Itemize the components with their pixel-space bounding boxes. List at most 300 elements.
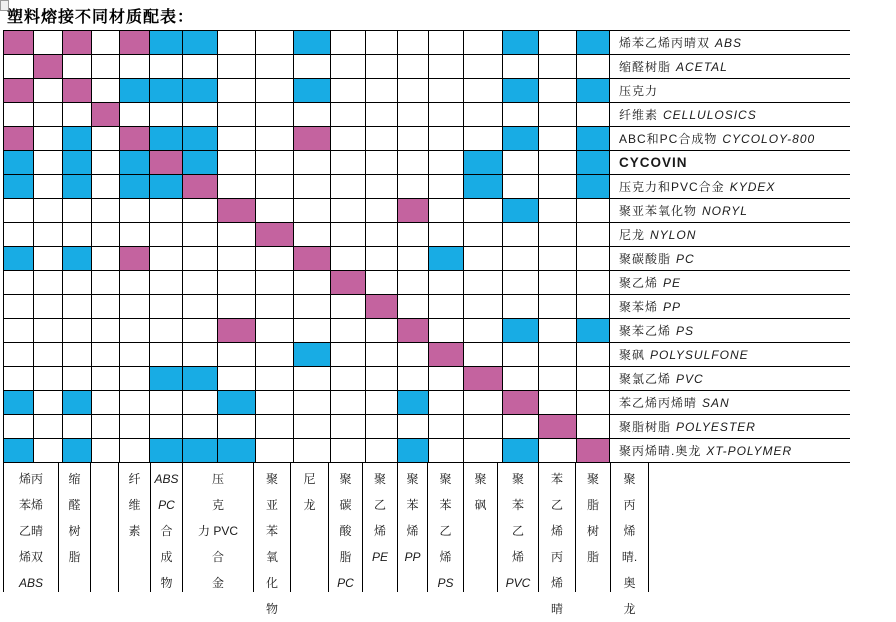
grid-cell-r3-c3 xyxy=(63,79,92,103)
grid-cell-r7-c15 xyxy=(464,175,503,199)
grid-cell-r4-c14 xyxy=(429,103,464,127)
grid-cell-r14-c11 xyxy=(331,343,366,367)
grid-cell-r12-c6 xyxy=(150,295,183,319)
grid-cell-r11-c1 xyxy=(4,271,34,295)
column-label-line: 晴. xyxy=(621,550,638,564)
grid-cell-r6-c17 xyxy=(539,151,577,175)
grid-cell-r5-c10 xyxy=(294,127,331,151)
column-label-line: 力 PVC xyxy=(197,524,238,538)
grid-cell-r10-c13 xyxy=(398,247,429,271)
row-label-zh: 压克力 xyxy=(619,84,659,98)
column-label-line: 合 xyxy=(160,524,173,538)
grid-cell-r1-c16 xyxy=(503,31,539,55)
grid-cell-r1-c15 xyxy=(464,31,503,55)
grid-cell-r17-c5 xyxy=(120,415,150,439)
grid-cell-r1-c14 xyxy=(429,31,464,55)
grid-cell-r14-c4 xyxy=(92,343,120,367)
column-label-10 xyxy=(362,462,397,592)
footer-end-border xyxy=(648,462,649,592)
column-label-line: 化 xyxy=(265,576,278,590)
grid-cell-r6-c13 xyxy=(398,151,429,175)
row-label-zh: 聚丙烯晴.奥龙 xyxy=(619,444,702,458)
grid-cell-r13-c14 xyxy=(429,319,464,343)
row-label-11 xyxy=(610,271,850,295)
grid-cell-r9-c16 xyxy=(503,223,539,247)
grid-cell-r6-c16 xyxy=(503,151,539,175)
grid-cell-r4-c7 xyxy=(183,103,218,127)
grid-cell-r18-c14 xyxy=(429,439,464,463)
grid-cell-r5-c4 xyxy=(92,127,120,151)
row-label-10 xyxy=(610,247,850,271)
grid-cell-r6-c3 xyxy=(63,151,92,175)
column-label-line: 聚 xyxy=(265,472,278,486)
grid-cell-r18-c15 xyxy=(464,439,503,463)
grid-cell-r3-c15 xyxy=(464,79,503,103)
grid-cell-r13-c10 xyxy=(294,319,331,343)
grid-cell-r7-c16 xyxy=(503,175,539,199)
grid-cell-r2-c9 xyxy=(256,55,294,79)
grid-cell-r10-c2 xyxy=(34,247,63,271)
grid-cell-r7-c9 xyxy=(256,175,294,199)
column-label-line: 烯 xyxy=(373,524,386,538)
column-label-line: 醛 xyxy=(68,498,81,512)
column-label-line: 乙晴 xyxy=(18,524,43,538)
grid-cell-r9-c15 xyxy=(464,223,503,247)
grid-cell-r6-c12 xyxy=(366,151,398,175)
grid-cell-r16-c9 xyxy=(256,391,294,415)
grid-cell-r6-c11 xyxy=(331,151,366,175)
grid-cell-r8-c15 xyxy=(464,199,503,223)
column-label-17 xyxy=(610,462,648,616)
grid-cell-r15-c16 xyxy=(503,367,539,391)
grid-cell-r17-c7 xyxy=(183,415,218,439)
grid-cell-r5-c7 xyxy=(183,127,218,151)
grid-cell-r1-c13 xyxy=(398,31,429,55)
grid-cell-r10-c5 xyxy=(120,247,150,271)
grid-cell-r3-c1 xyxy=(4,79,34,103)
grid-cell-r6-c9 xyxy=(256,151,294,175)
grid-cell-r16-c2 xyxy=(34,391,63,415)
grid-cell-r11-c13 xyxy=(398,271,429,295)
grid-cell-r15-c4 xyxy=(92,367,120,391)
row-label-en: POLYSULFONE xyxy=(650,347,749,362)
grid-cell-r15-c2 xyxy=(34,367,63,391)
grid-cell-r13-c13 xyxy=(398,319,429,343)
column-label-line: 苯烯 xyxy=(18,498,43,512)
row-label-zh: 尼龙 xyxy=(619,228,646,242)
column-label-line: 氧 xyxy=(265,550,278,564)
grid-cell-r14-c6 xyxy=(150,343,183,367)
grid-cell-r17-c10 xyxy=(294,415,331,439)
grid-cell-r3-c4 xyxy=(92,79,120,103)
grid-cell-r11-c5 xyxy=(120,271,150,295)
row-label-en: SAN xyxy=(702,395,730,410)
grid-cell-r17-c17 xyxy=(539,415,577,439)
grid-cell-r15-c8 xyxy=(218,367,256,391)
grid-cell-r8-c3 xyxy=(63,199,92,223)
grid-cell-r16-c10 xyxy=(294,391,331,415)
grid-cell-r13-c4 xyxy=(92,319,120,343)
column-label-line: 烯 xyxy=(439,550,452,564)
grid-cell-r2-c17 xyxy=(539,55,577,79)
grid-cell-r3-c11 xyxy=(331,79,366,103)
grid-cell-r4-c4 xyxy=(92,103,120,127)
grid-cell-r4-c3 xyxy=(63,103,92,127)
grid-cell-r14-c9 xyxy=(256,343,294,367)
grid-cell-r9-c8 xyxy=(218,223,256,247)
row-label-en: CYCOVIN xyxy=(619,155,688,170)
row-label-en: PE xyxy=(663,275,682,290)
grid-cell-r18-c5 xyxy=(120,439,150,463)
grid-cell-r14-c18 xyxy=(577,343,610,367)
grid-cell-r18-c3 xyxy=(63,439,92,463)
grid-cell-r11-c10 xyxy=(294,271,331,295)
column-label-1 xyxy=(3,462,58,592)
grid-cell-r11-c11 xyxy=(331,271,366,295)
grid-cell-r3-c7 xyxy=(183,79,218,103)
grid-cell-r18-c2 xyxy=(34,439,63,463)
column-label-line: 聚 xyxy=(373,472,386,486)
grid-cell-r5-c15 xyxy=(464,127,503,151)
column-label-line: 克 xyxy=(211,498,224,512)
grid-cell-r1-c2 xyxy=(34,31,63,55)
column-label-line: 晴 xyxy=(550,602,563,616)
grid-cell-r1-c12 xyxy=(366,31,398,55)
grid-cell-r12-c8 xyxy=(218,295,256,319)
column-label-line: 聚 xyxy=(439,472,452,486)
grid-cell-r5-c9 xyxy=(256,127,294,151)
grid-cell-r2-c14 xyxy=(429,55,464,79)
grid-cell-r12-c12 xyxy=(366,295,398,319)
grid-cell-r4-c10 xyxy=(294,103,331,127)
grid-cell-r13-c8 xyxy=(218,319,256,343)
grid-cell-r15-c13 xyxy=(398,367,429,391)
grid-cell-r6-c7 xyxy=(183,151,218,175)
grid-cell-r3-c13 xyxy=(398,79,429,103)
column-label-line: 聚 xyxy=(623,472,636,486)
column-label-line: 亚 xyxy=(265,498,278,512)
grid-cell-r1-c3 xyxy=(63,31,92,55)
grid-cell-r12-c9 xyxy=(256,295,294,319)
row-label-1 xyxy=(610,31,850,55)
grid-cell-r11-c8 xyxy=(218,271,256,295)
grid-cell-r13-c7 xyxy=(183,319,218,343)
column-label-line: ABS xyxy=(18,576,43,590)
grid-cell-r17-c2 xyxy=(34,415,63,439)
column-label-line: 烯 xyxy=(550,524,563,538)
column-label-line: 树 xyxy=(586,524,599,538)
grid-cell-r9-c4 xyxy=(92,223,120,247)
row-label-en: NORYL xyxy=(702,203,748,218)
grid-cell-r14-c13 xyxy=(398,343,429,367)
column-label-line: 乙 xyxy=(550,498,563,512)
grid-cell-r10-c1 xyxy=(4,247,34,271)
grid-cell-r3-c9 xyxy=(256,79,294,103)
grid-cell-r14-c14 xyxy=(429,343,464,367)
column-label-line: 纤 xyxy=(128,472,141,486)
column-label-7 xyxy=(253,462,290,616)
grid-cell-r16-c7 xyxy=(183,391,218,415)
grid-cell-r12-c11 xyxy=(331,295,366,319)
grid-cell-r9-c12 xyxy=(366,223,398,247)
grid-cell-r8-c2 xyxy=(34,199,63,223)
column-label-4 xyxy=(118,462,150,592)
grid-cell-r15-c18 xyxy=(577,367,610,391)
grid-cell-r13-c11 xyxy=(331,319,366,343)
grid-cell-r4-c15 xyxy=(464,103,503,127)
column-label-line: 龙 xyxy=(303,498,316,512)
grid-cell-r16-c14 xyxy=(429,391,464,415)
grid-cell-r7-c1 xyxy=(4,175,34,199)
grid-cell-r9-c17 xyxy=(539,223,577,247)
column-label-line: 脂 xyxy=(586,498,599,512)
grid-cell-r17-c18 xyxy=(577,415,610,439)
grid-cell-r2-c16 xyxy=(503,55,539,79)
column-label-row xyxy=(0,462,896,616)
column-label-line: PE xyxy=(371,550,388,564)
grid-cell-r1-c5 xyxy=(120,31,150,55)
grid-cell-r18-c17 xyxy=(539,439,577,463)
grid-cell-r10-c18 xyxy=(577,247,610,271)
grid-cell-r16-c15 xyxy=(464,391,503,415)
column-label-line: 烯 xyxy=(623,524,636,538)
grid-cell-r15-c17 xyxy=(539,367,577,391)
grid-cell-r4-c1 xyxy=(4,103,34,127)
row-label-zh: ABC和PC合成物 xyxy=(619,132,718,146)
grid-cell-r14-c1 xyxy=(4,343,34,367)
row-label-en: POLYESTER xyxy=(676,419,756,434)
grid-cell-r11-c18 xyxy=(577,271,610,295)
grid-cell-r3-c2 xyxy=(34,79,63,103)
grid-cell-r14-c8 xyxy=(218,343,256,367)
grid-cell-r8-c5 xyxy=(120,199,150,223)
row-label-zh: 缩醛树脂 xyxy=(619,60,672,74)
column-label-line: 缩 xyxy=(68,472,81,486)
grid-cell-r4-c13 xyxy=(398,103,429,127)
column-label-line: 烯 xyxy=(406,524,419,538)
grid-cell-r17-c3 xyxy=(63,415,92,439)
grid-cell-r17-c4 xyxy=(92,415,120,439)
grid-cell-r1-c8 xyxy=(218,31,256,55)
grid-cell-r12-c2 xyxy=(34,295,63,319)
grid-cell-r9-c18 xyxy=(577,223,610,247)
column-label-line: 脂 xyxy=(68,550,81,564)
grid-cell-r13-c12 xyxy=(366,319,398,343)
grid-cell-r7-c12 xyxy=(366,175,398,199)
column-label-line: 尼 xyxy=(303,472,316,486)
grid-cell-r9-c3 xyxy=(63,223,92,247)
column-label-line: 苯 xyxy=(265,524,278,538)
grid-cell-r18-c16 xyxy=(503,439,539,463)
grid-cell-r2-c2 xyxy=(34,55,63,79)
grid-cell-r15-c11 xyxy=(331,367,366,391)
row-label-zh: 聚亚苯氧化物 xyxy=(619,204,698,218)
row-label-zh: 聚乙烯 xyxy=(619,276,659,290)
grid-cell-r4-c18 xyxy=(577,103,610,127)
row-label-zh: 纤维素 xyxy=(619,108,659,122)
grid-cell-r10-c16 xyxy=(503,247,539,271)
column-label-line: 物 xyxy=(160,576,173,590)
grid-cell-r4-c17 xyxy=(539,103,577,127)
column-label-line: 聚 xyxy=(511,472,524,486)
grid-cell-r10-c12 xyxy=(366,247,398,271)
column-label-line: 脂 xyxy=(339,550,352,564)
grid-cell-r17-c1 xyxy=(4,415,34,439)
grid-cell-r1-c9 xyxy=(256,31,294,55)
column-label-line: 聚 xyxy=(586,472,599,486)
grid-cell-r11-c14 xyxy=(429,271,464,295)
grid-cell-r15-c3 xyxy=(63,367,92,391)
column-label-16 xyxy=(575,462,610,592)
grid-cell-r15-c14 xyxy=(429,367,464,391)
grid-cell-r8-c17 xyxy=(539,199,577,223)
grid-cell-r14-c3 xyxy=(63,343,92,367)
grid-cell-r13-c17 xyxy=(539,319,577,343)
grid-cell-r5-c12 xyxy=(366,127,398,151)
grid-cell-r13-c3 xyxy=(63,319,92,343)
column-label-line: 烯双 xyxy=(18,550,43,564)
grid-cell-r11-c2 xyxy=(34,271,63,295)
grid-cell-r15-c12 xyxy=(366,367,398,391)
grid-cell-r17-c8 xyxy=(218,415,256,439)
row-label-en: ABS xyxy=(715,35,743,50)
grid-cell-r12-c5 xyxy=(120,295,150,319)
grid-cell-r2-c12 xyxy=(366,55,398,79)
column-label-line: PVC xyxy=(505,576,531,590)
grid-cell-r18-c10 xyxy=(294,439,331,463)
grid-cell-r12-c4 xyxy=(92,295,120,319)
grid-cell-r17-c13 xyxy=(398,415,429,439)
grid-cell-r6-c1 xyxy=(4,151,34,175)
row-label-4 xyxy=(610,103,850,127)
grid-cell-r5-c3 xyxy=(63,127,92,151)
column-label-line: 乙 xyxy=(511,524,524,538)
grid-cell-r17-c12 xyxy=(366,415,398,439)
grid-cell-r9-c9 xyxy=(256,223,294,247)
grid-cell-r8-c8 xyxy=(218,199,256,223)
grid-cell-r10-c4 xyxy=(92,247,120,271)
grid-cell-r3-c16 xyxy=(503,79,539,103)
grid-cell-r15-c7 xyxy=(183,367,218,391)
column-label-6 xyxy=(182,462,253,592)
grid-cell-r2-c15 xyxy=(464,55,503,79)
grid-cell-r1-c18 xyxy=(577,31,610,55)
column-label-line: 物 xyxy=(265,602,278,616)
column-label-11 xyxy=(397,462,427,592)
grid-cell-r8-c18 xyxy=(577,199,610,223)
grid-cell-r5-c6 xyxy=(150,127,183,151)
column-label-line: 烯 xyxy=(550,576,563,590)
grid-cell-r17-c14 xyxy=(429,415,464,439)
grid-cell-r5-c16 xyxy=(503,127,539,151)
column-label-line: 苯 xyxy=(511,498,524,512)
column-label-line: PC xyxy=(158,498,175,512)
row-label-13 xyxy=(610,319,850,343)
grid-cell-r1-c17 xyxy=(539,31,577,55)
row-label-en: PS xyxy=(676,323,695,338)
grid-cell-r10-c10 xyxy=(294,247,331,271)
column-label-12 xyxy=(427,462,463,592)
grid-cell-r6-c2 xyxy=(34,151,63,175)
grid-cell-r4-c9 xyxy=(256,103,294,127)
grid-cell-r4-c5 xyxy=(120,103,150,127)
grid-cell-r18-c9 xyxy=(256,439,294,463)
row-label-en: KYDEX xyxy=(729,179,776,194)
row-label-15 xyxy=(610,367,850,391)
grid-cell-r16-c12 xyxy=(366,391,398,415)
grid-cell-r15-c9 xyxy=(256,367,294,391)
grid-cell-r13-c5 xyxy=(120,319,150,343)
column-label-line: 苯 xyxy=(439,498,452,512)
row-label-8 xyxy=(610,199,850,223)
row-label-zh: 聚氯乙烯 xyxy=(619,372,672,386)
grid-cell-r6-c14 xyxy=(429,151,464,175)
grid-cell-r17-c15 xyxy=(464,415,503,439)
column-label-line: PS xyxy=(437,576,454,590)
grid-cell-r6-c10 xyxy=(294,151,331,175)
column-label-line: 奥 xyxy=(623,576,636,590)
grid-cell-r8-c1 xyxy=(4,199,34,223)
column-label-2 xyxy=(58,462,90,592)
grid-cell-r14-c10 xyxy=(294,343,331,367)
column-label-8 xyxy=(290,462,328,592)
grid-cell-r2-c7 xyxy=(183,55,218,79)
grid-cell-r1-c7 xyxy=(183,31,218,55)
grid-cell-r14-c16 xyxy=(503,343,539,367)
grid-cell-r5-c2 xyxy=(34,127,63,151)
row-label-18 xyxy=(610,439,850,463)
grid-cell-r6-c18 xyxy=(577,151,610,175)
grid-cell-r12-c1 xyxy=(4,295,34,319)
grid-cell-r17-c6 xyxy=(150,415,183,439)
grid-cell-r15-c10 xyxy=(294,367,331,391)
grid-cell-r1-c11 xyxy=(331,31,366,55)
grid-cell-r3-c18 xyxy=(577,79,610,103)
grid-cell-r4-c6 xyxy=(150,103,183,127)
grid-cell-r3-c6 xyxy=(150,79,183,103)
grid-cell-r11-c6 xyxy=(150,271,183,295)
grid-cell-r14-c7 xyxy=(183,343,218,367)
grid-cell-r10-c9 xyxy=(256,247,294,271)
column-label-line: 烯丙 xyxy=(18,472,43,486)
grid-cell-r11-c17 xyxy=(539,271,577,295)
row-label-zh: 聚苯乙烯 xyxy=(619,324,672,338)
grid-cell-r7-c4 xyxy=(92,175,120,199)
grid-cell-r2-c6 xyxy=(150,55,183,79)
grid-cell-r8-c4 xyxy=(92,199,120,223)
grid-cell-r12-c18 xyxy=(577,295,610,319)
grid-cell-r1-c6 xyxy=(150,31,183,55)
row-label-zh: 聚苯烯 xyxy=(619,300,659,314)
grid-cell-r3-c10 xyxy=(294,79,331,103)
grid-cell-r7-c5 xyxy=(120,175,150,199)
grid-cell-r8-c16 xyxy=(503,199,539,223)
grid-cell-r11-c9 xyxy=(256,271,294,295)
grid-cell-r7-c17 xyxy=(539,175,577,199)
grid-cell-r12-c15 xyxy=(464,295,503,319)
grid-cell-r16-c5 xyxy=(120,391,150,415)
grid-cell-r13-c9 xyxy=(256,319,294,343)
row-label-2 xyxy=(610,55,850,79)
grid-cell-r16-c13 xyxy=(398,391,429,415)
grid-cell-r9-c13 xyxy=(398,223,429,247)
row-label-en: PC xyxy=(676,251,695,266)
grid-cell-r16-c18 xyxy=(577,391,610,415)
grid-cell-r4-c11 xyxy=(331,103,366,127)
grid-cell-r12-c7 xyxy=(183,295,218,319)
grid-cell-r8-c13 xyxy=(398,199,429,223)
grid-cell-r14-c2 xyxy=(34,343,63,367)
